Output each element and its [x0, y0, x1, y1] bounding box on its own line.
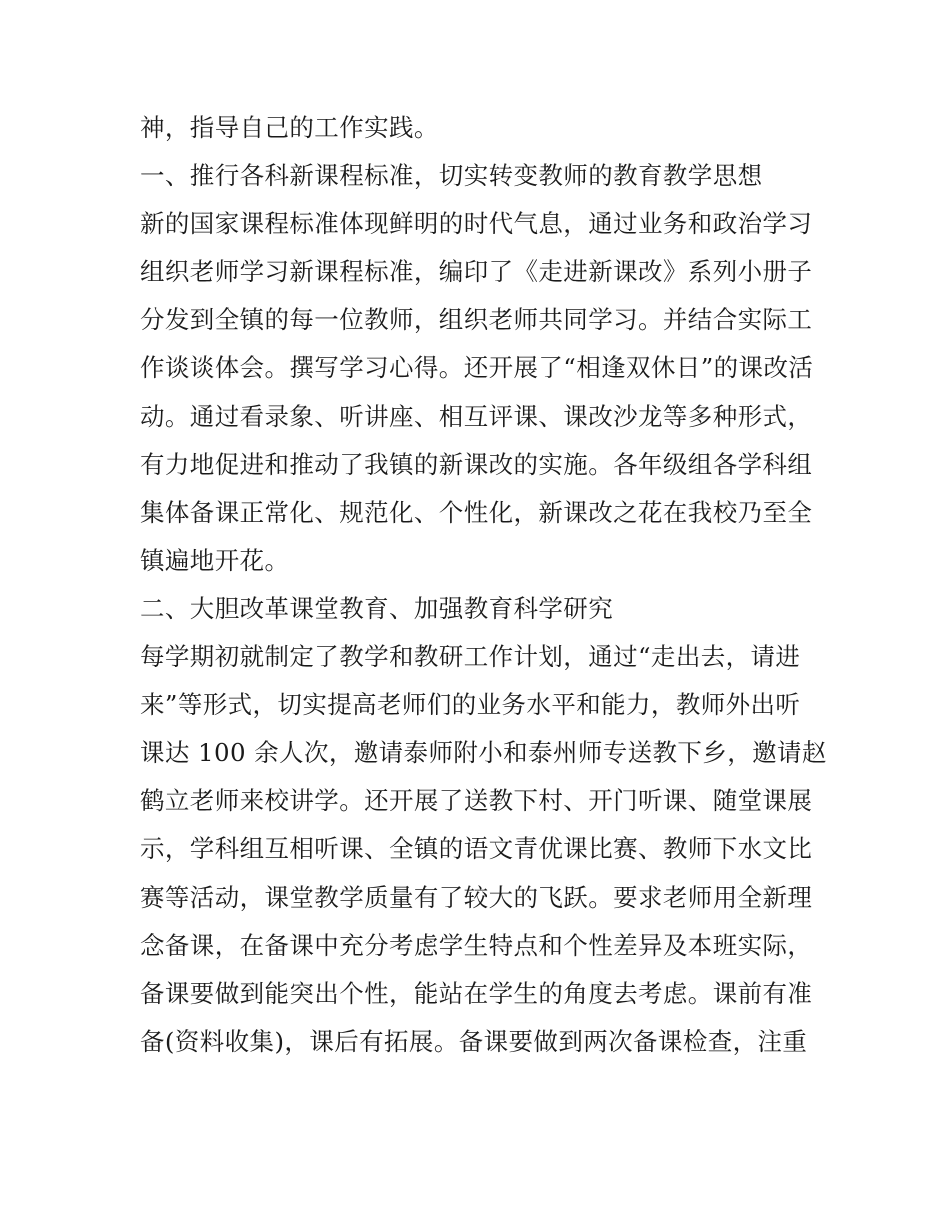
- text-line: 每学期初就制定了教学和教研工作计划，通过“走出去，请进: [140, 642, 801, 672]
- text-line: 念备课，在备课中充分考虑学生特点和个性差异及本班实际，: [140, 930, 813, 960]
- text-line: 备(资料收集)，课后有拓展。备课要做到两次备课检查，注重: [140, 1026, 808, 1056]
- section-heading: 二、大胆改革课堂教育、加强教育科学研究: [140, 593, 614, 623]
- text-line: 神，指导自己的工作实践。: [140, 113, 439, 142]
- text-line: 分发到全镇的每一位教师，组织老师共同学习。并结合实际工: [140, 305, 813, 335]
- text-line: 组织老师学习新课程标准，编印了《走进新课改》系列小册子: [140, 257, 813, 287]
- text-line: 动。通过看录象、听讲座、相互评课、课改沙龙等多种形式，: [140, 401, 813, 431]
- text-line: 备课要做到能突出个性，能站在学生的角度去考虑。课前有准: [140, 978, 813, 1008]
- text-line: 作谈谈体会。撰写学习心得。还开展了“相逢双休日”的课改活: [140, 353, 814, 383]
- text-line: 示，学科组互相听课、全镇的语文青优课比赛、教师下水文比: [140, 834, 813, 864]
- text-line: 新的国家课程标准体现鲜明的时代气息，通过业务和政治学习: [140, 209, 813, 239]
- section-heading: 一、推行各科新课程标准，切实转变教师的教育教学思想: [140, 161, 763, 191]
- text-line: 有力地促进和推动了我镇的新课改的实施。各年级组各学科组: [140, 449, 813, 479]
- text-line: 来”等形式，切实提高老师们的业务水平和能力，教师外出听: [140, 690, 801, 720]
- text-line: 集体备课正常化、规范化、个性化，新课改之花在我校乃至全: [140, 497, 813, 527]
- text-line: 鹤立老师来校讲学。还开展了送教下村、开门听课、随堂课展: [140, 786, 813, 816]
- document-body: [140, 104, 827, 1066]
- text-line: 赛等活动，课堂教学质量有了较大的飞跃。要求老师用全新理: [140, 882, 813, 912]
- text-line: 课达 100 余人次，邀请泰师附小和泰州师专送教下乡，邀请赵: [140, 738, 827, 768]
- text-line: 镇遍地开花。: [140, 545, 290, 575]
